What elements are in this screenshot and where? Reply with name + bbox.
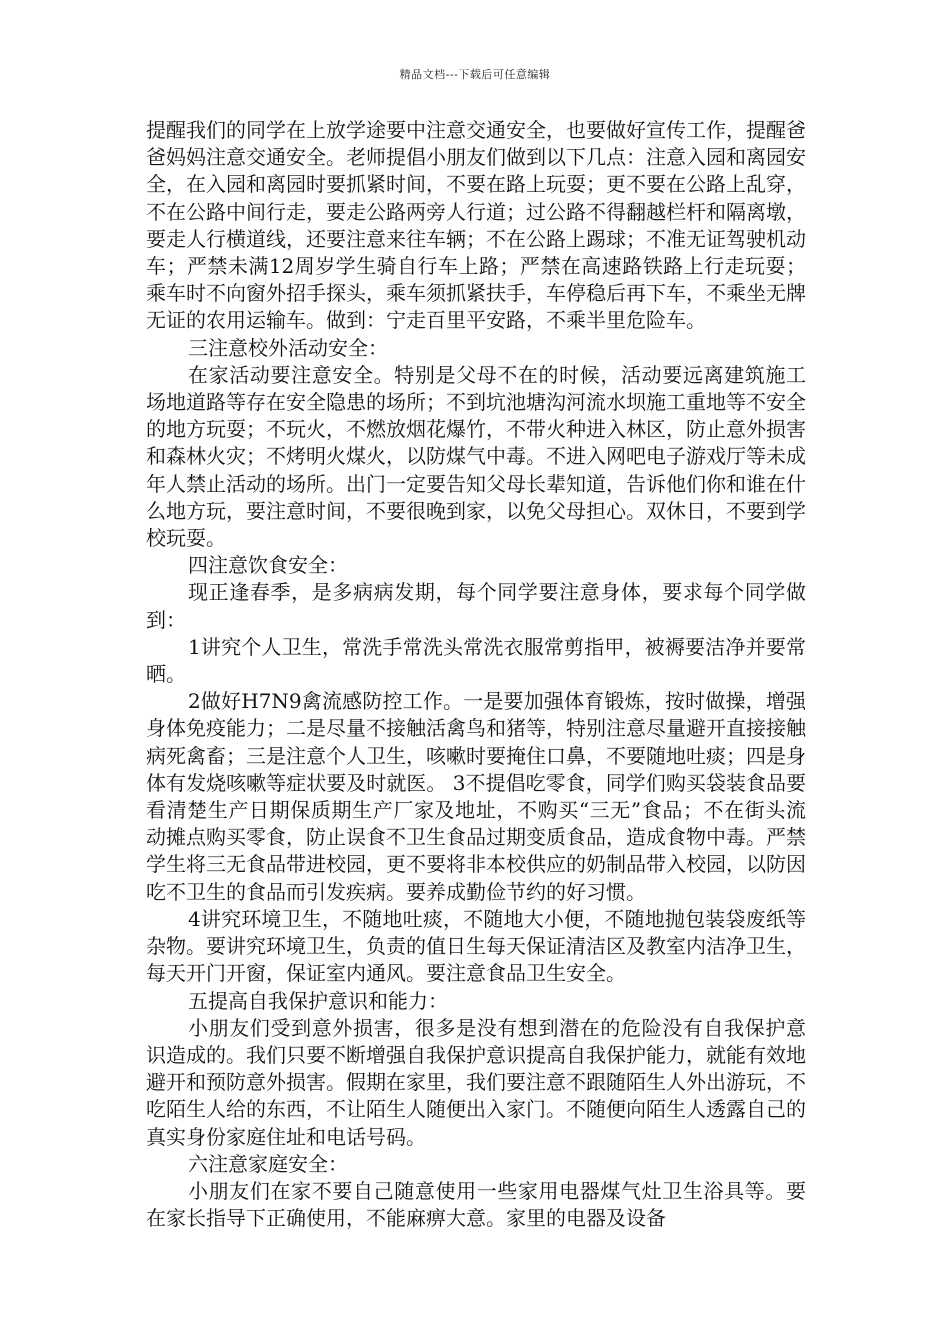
section-heading-outdoor-safety: 三注意校外活动安全： [188, 335, 388, 360]
paragraph-outdoor-safety: 在家活动要注意安全。特别是父母不在的时候，活动要远离建筑施工场地道路等存在安全隐患的场所；不到坑池塘沟河流水坝施工重地等不安全的地方玩耍；不玩火，不燃放烟花爆竹，不带火种进入林区，防止意外损害和森林火灾；不烤明火煤火，以防煤气中毒。不进入网吧电子游戏厅等未成年人禁止活动的场所。出门一定要告知父母长辈知道，告诉他们你和谁在什么地方玩，要注意时间，不要很晚到家，以免父母担心。双休日，不要到学校玩耍。 [146, 362, 806, 551]
list-item-flu-prevention: 2做好H7N9禽流感防控工作。一是要加强体育锻炼，按时做操，增强身体免疫能力；二是尽量不接触活禽鸟和猪等，特别注意尽量避开直接接触病死禽畜；三是注意个人卫生，咳嗽时要掩住口鼻，不要随地吐痰；四是身体有发烧咳嗽等症状要及时就医。 3不提倡吃零食，同学们购买袋装食品要看清楚生产日期保质期生产厂家及地址，不购买“三无”食品；不在街头流动摊点购买零食，防止误食不卫生食品过期变质食品，造成食物中毒。严禁学生将三无食品带进校园，更不要将非本校供应的奶制品带入校园，以防因吃不卫生的食品而引发疾病。要养成勤俭节约的好习惯。 [146, 689, 806, 904]
paragraph-self-protection: 小朋友们受到意外损害，很多是没有想到潜在的危险没有自我保护意识造成的。我们只要不断增强自我保护意识提高自我保护能力，就能有效地避开和预防意外损害。假期在家里，我们要注意不跟随陌生人外出游玩，不吃陌生人给的东西，不让陌生人随便出入家门。不随便向陌生人透露自己的真实身份家庭住址和电话号码。 [146, 1015, 806, 1149]
paragraph-home-safety: 小朋友们在家不要自己随意使用一些家用电器煤气灶卫生浴具等。要在家长指导下正确使用，不能麻痹大意。家里的电器及设备 [146, 1178, 806, 1231]
list-item-environment-hygiene: 4讲究环境卫生，不随地吐痰，不随地大小便，不随地抛包装袋废纸等杂物。要讲究环境卫生，负责的值日生每天保证清洁区及教室内洁净卫生，每天开门开窗，保证室内通风。要注意食品卫生安全。 [146, 906, 806, 986]
section-heading-home-safety: 六注意家庭安全： [188, 1151, 348, 1176]
section-heading-food-safety: 四注意饮食安全： [188, 553, 348, 578]
document-body [146, 117, 806, 1232]
page-header: 精品文档---下载后可任意编辑 [399, 68, 551, 81]
paragraph-food-safety-intro: 现正逢春季，是多病病发期，每个同学要注意身体，要求每个同学做到： [146, 580, 806, 632]
paragraph-traffic-safety: 提醒我们的同学在上放学途要中注意交通安全，也要做好宣传工作，提醒爸爸妈妈注意交通安全。老师提倡小朋友们做到以下几点：注意入园和离园安全，在入园和离园时要抓紧时间，不要在路上玩耍；更不要在公路上乱穿，不在公路中间行走，要走公路两旁人行道；过公路不得翻越栏杆和隔离墩，要走人行横道线，还要注意来往车辆；不在公路上踢球；不准无证驾驶机动车；严禁未满12周岁学生骑自行车上路；严禁在高速路铁路上行走玩耍；乘车时不向窗外招手探头，乘车须抓紧扶手，车停稳后再下车，不乘坐无牌无证的农用运输车。做到：宁走百里平安路，不乘半里危险车。 [146, 118, 806, 333]
list-item-personal-hygiene: 1讲究个人卫生，常洗手常洗头常洗衣服常剪指甲，被褥要洁净并要常晒。 [146, 634, 806, 687]
section-heading-self-protection: 五提高自我保护意识和能力： [188, 988, 448, 1013]
